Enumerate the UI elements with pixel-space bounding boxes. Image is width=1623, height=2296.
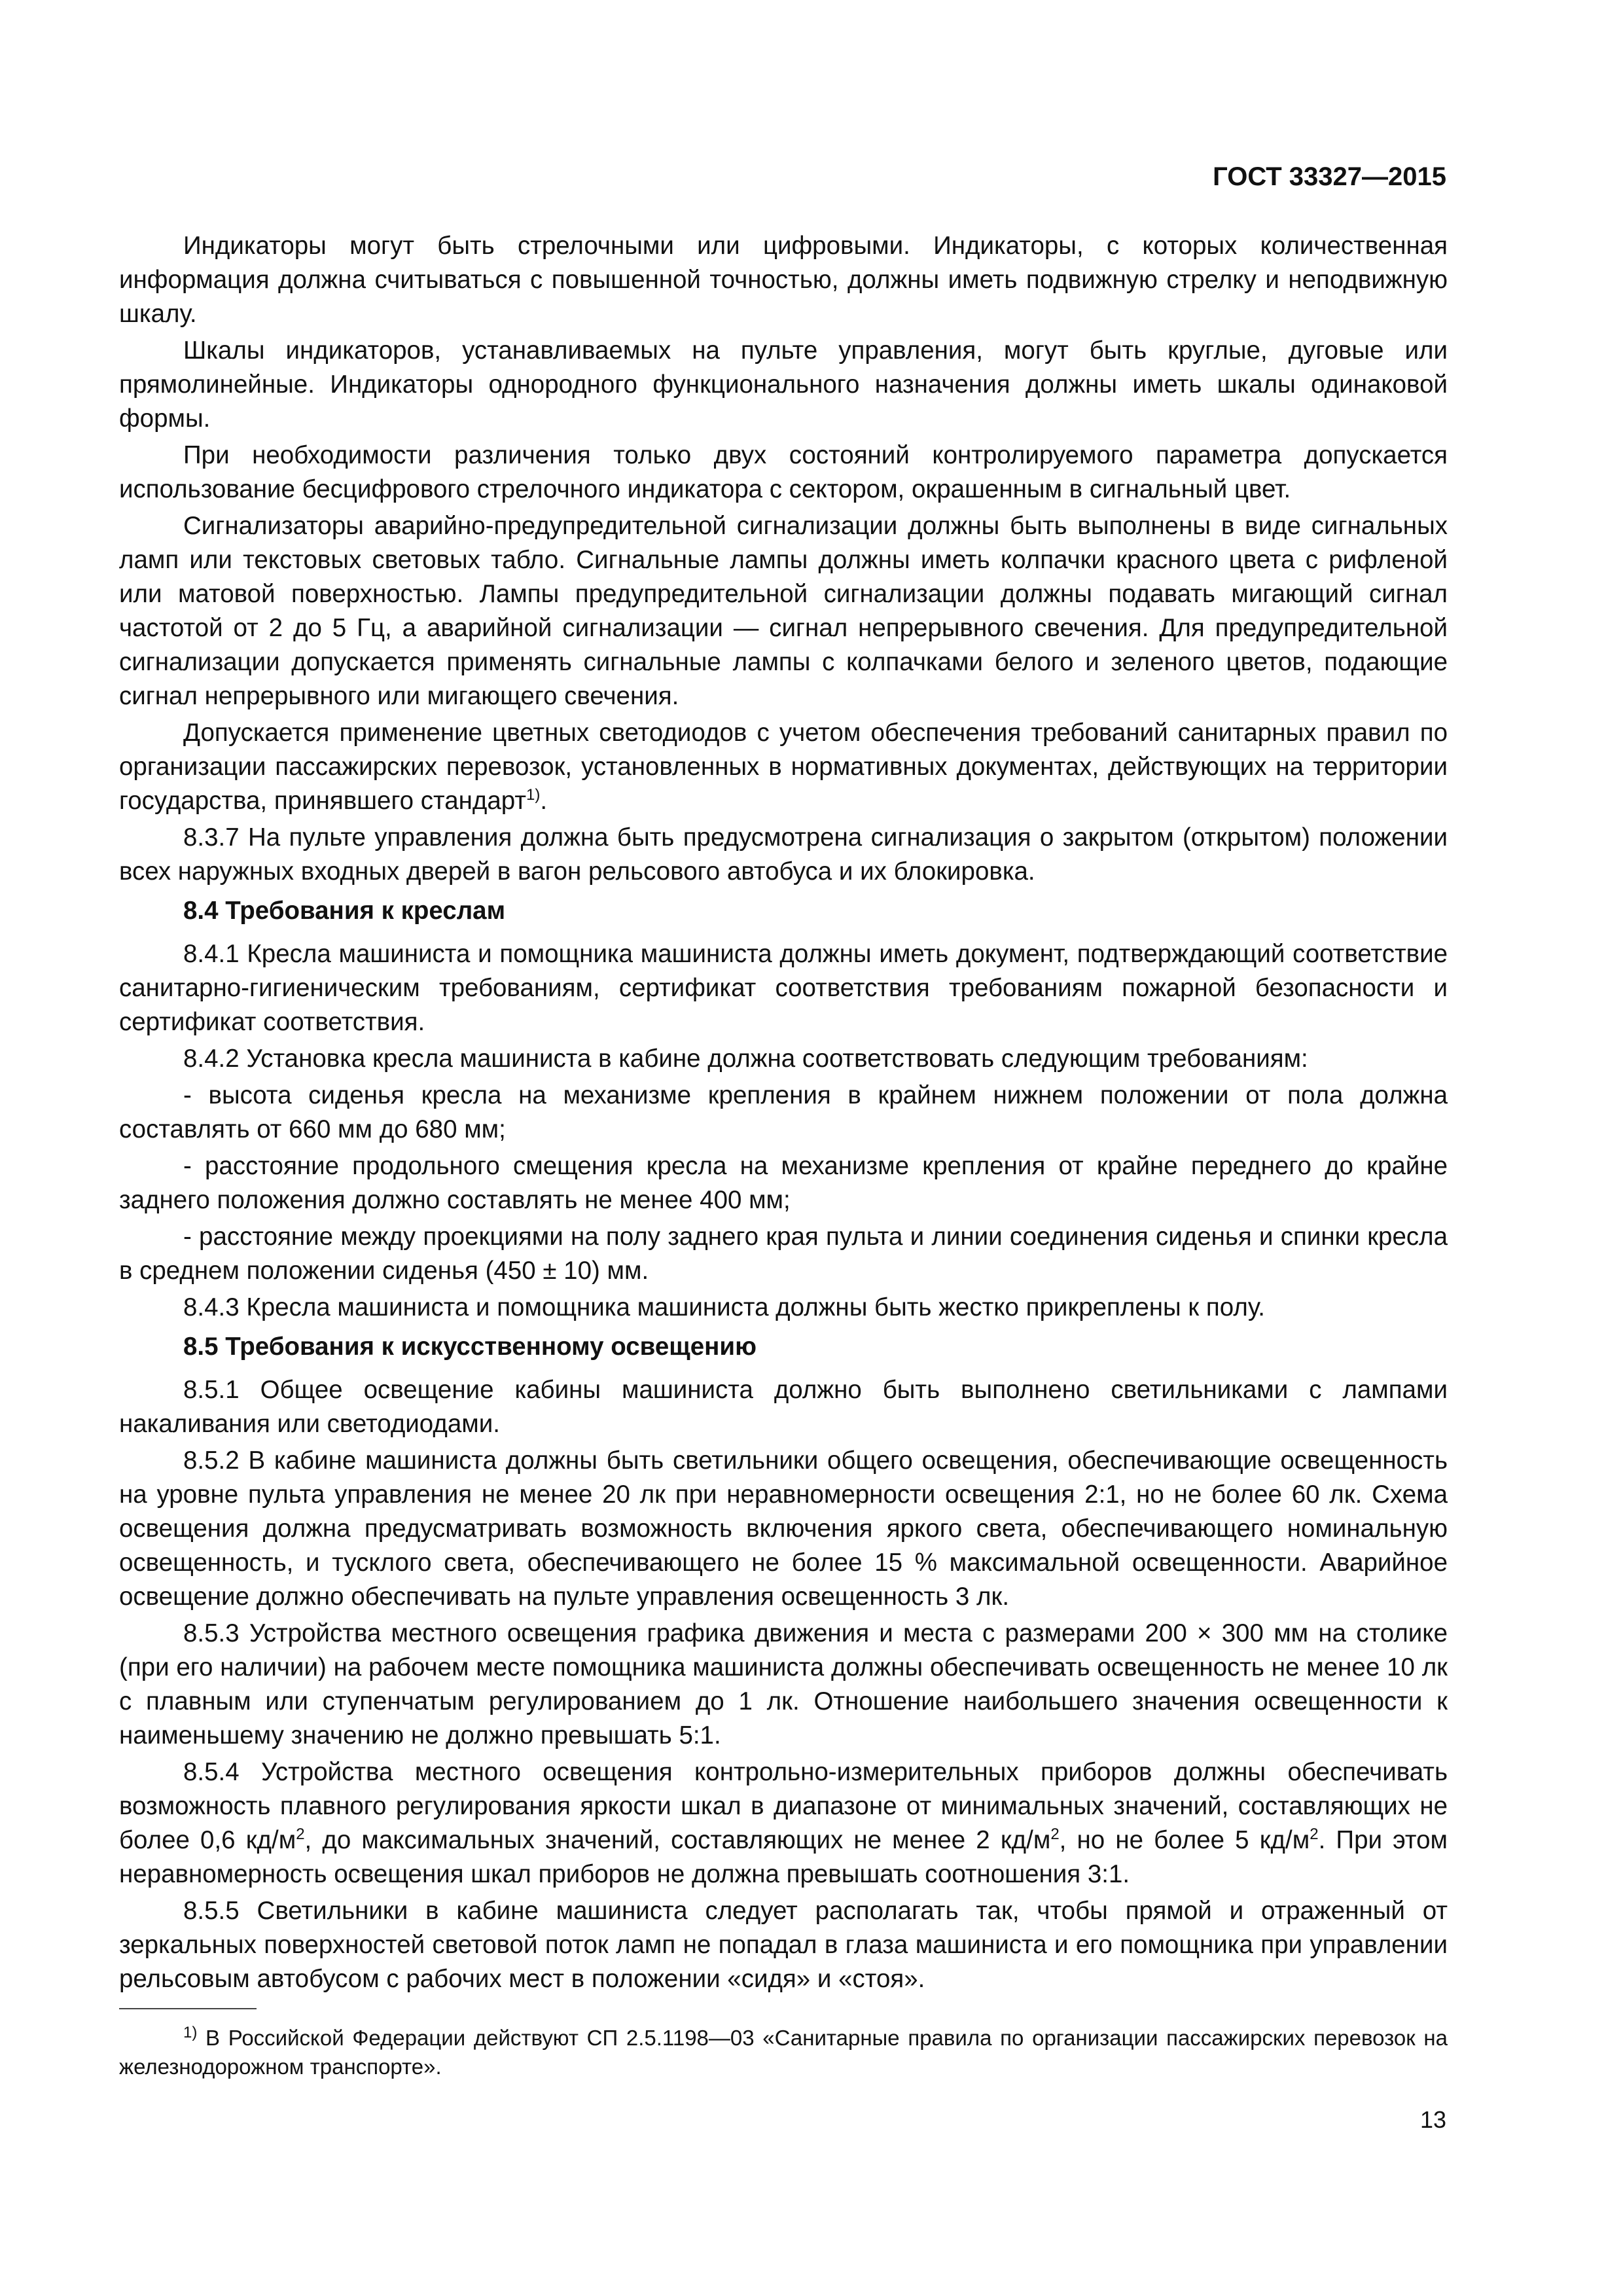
p854-sup-3: 2	[1310, 1825, 1319, 1844]
paragraph-8-3-7: 8.3.7 На пульте управления должна быть предусмотрена сигнализация о закрытом (открытом) положении всех наружных входных дверей в вагон рельсового автобуса и их блокировка.	[119, 823, 1448, 886]
footnote-reference: 1)	[526, 786, 541, 804]
p854-part-d: . При этом неравномерность освещения шкал приборов не должна превышать соотношения 3:1.	[119, 1826, 1448, 1888]
paragraph-8-4-2: 8.4.2 Установка кресла машиниста в кабине должна соответствовать следующим требованиям:	[183, 1045, 1308, 1073]
list-item-seat-distance: - расстояние между проекциями на полу заднего края пульта и линии соединения сиденья и спинки кресла в среднем положении сиденья (450 ± 10) мм.	[119, 1223, 1448, 1285]
paragraph-8-5-2: 8.5.2 В кабине машиниста должны быть светильники общего освещения, обеспечивающие освещенность на уровне пульта управления не менее 20 лк при неравномерности освещения 2:1, но не более 60 лк. Схема освещения должна предусматривать возможность включения яркого света, обеспечивающего номинальную освещенность, и тусклого света, обеспечивающего не более 15 % максимальной освещенности. Аварийное освещение должно обеспечивать на пульте управления освещенность 3 лк.	[119, 1446, 1448, 1611]
paragraph-color-leds	[119, 716, 1448, 818]
paragraph-8-4-3: 8.4.3 Кресла машиниста и помощника машиниста должны быть жестко прикреплены к полу.	[183, 1293, 1265, 1321]
paragraph-8-5-1: 8.5.1 Общее освещение кабины машиниста должно быть выполнено светильниками с лампами накаливания или светодиодами.	[119, 1376, 1448, 1438]
document-id-header: ГОСТ 33327—2015	[1213, 162, 1446, 191]
paragraph-8-5-5: 8.5.5 Светильники в кабине машиниста следует располагать так, чтобы прямой и отраженный от зеркальных поверхностей световой поток ламп не попадал в глаза машиниста и его помощника при управлении рельсовым автобусом с рабочих мест в положении «сидя» и «стоя».	[119, 1897, 1448, 1993]
p854-sup-2: 2	[1050, 1825, 1060, 1844]
led-text-end: .	[540, 787, 548, 815]
paragraph-8-5-3: 8.5.3 Устройства местного освещения графика движения и места с размерами 200 × 300 мм на столике (при его наличии) на рабочем месте помощника машиниста должны обеспечивать освещенность не менее 10 лк с плавным или ступенчатым регулированием до 1 лк. Отношение наибольшего значения освещенности к наименьшему значению не должно превышать 5:1.	[119, 1619, 1448, 1749]
footnote	[119, 2024, 1448, 2081]
page-number: 13	[1419, 2106, 1446, 2133]
paragraph-8-4-1: 8.4.1 Кресла машиниста и помощника машиниста должны иметь документ, подтверждающий соответствие санитарно-гигиеническим требованиям, сертификат соответствия требованиям пожарной безопасности и сертификат соответствия.	[119, 940, 1448, 1036]
list-item-seat-height: - высота сиденья кресла на механизме крепления в крайнем нижнем положении от пола должна составлять от 660 мм до 680 мм;	[119, 1081, 1448, 1143]
footnote-text: В Российской Федерации действуют СП 2.5.1198—03 «Санитарные правила по организации пассажирских перевозок на железнодорожном транспорте».	[119, 2026, 1448, 2079]
paragraph-two-states: При необходимости различения только двух состояний контролируемого параметра допускается использование бесцифрового стрелочного индикатора с сектором, окрашенным в сигнальный цвет.	[119, 441, 1448, 503]
p854-sup-1: 2	[296, 1825, 305, 1844]
p854-part-a: 8.5.4 Устройства местного освещения контрольно-измерительных приборов должны обеспечивать возможность плавного регулирования яркости шкал в диапазоне от минимальных значений, составляющих не более 0,6 кд/м	[119, 1758, 1448, 1854]
led-text: Допускается применение цветных светодиодов с учетом обеспечения требований санитарных правил по организации пассажирских перевозок, установленных в нормативных документах, действующих на территории государства, принявшего стандарт	[119, 719, 1448, 815]
paragraph-indicators: Индикаторы могут быть стрелочными или цифровыми. Индикаторы, с которых количественная информация должна считываться с повышенной точностью, должны иметь подвижную стрелку и неподвижную шкалу.	[119, 232, 1448, 328]
document-body	[119, 229, 1448, 1999]
footnote-mark: 1)	[183, 2024, 198, 2041]
section-8-5-heading: 8.5 Требования к искусственному освещению	[183, 1333, 757, 1361]
section-8-4-heading: 8.4 Требования к креслам	[183, 897, 506, 925]
list-item-seat-shift: - расстояние продольного смещения кресла на механизме крепления от крайне переднего до крайне заднего положения должно составлять не менее 400 мм;	[119, 1152, 1448, 1214]
paragraph-8-5-4	[119, 1755, 1448, 1892]
paragraph-alarm-signals: Сигнализаторы аварийно-предупредительной сигнализации должны быть выполнены в виде сигнальных ламп или текстовых световых табло. Сигнальные лампы должны иметь колпачки красного цвета с рифленой или матовой поверхностью. Лампы предупредительной сигнализации должны подавать мигающий сигнал частотой от 2 до 5 Гц, а аварийной сигнализации — сигнал непрерывного свечения. Для предупредительной сигнализации допускается применять сигнальные лампы с колпачками белого и зеленого цветов, подающие сигнал непрерывного или мигающего свечения.	[119, 512, 1448, 710]
paragraph-scales: Шкалы индикаторов, устанавливаемых на пульте управления, могут быть круглые, дуговые или прямолинейные. Индикаторы однородного функционального назначения должны иметь шкалы одинаковой формы.	[119, 336, 1448, 433]
p854-part-b: , до максимальных значений, составляющих не менее 2 кд/м	[304, 1826, 1051, 1854]
footnote-divider	[119, 2008, 257, 2009]
p854-part-c: , но не более 5 кд/м	[1059, 1826, 1310, 1854]
